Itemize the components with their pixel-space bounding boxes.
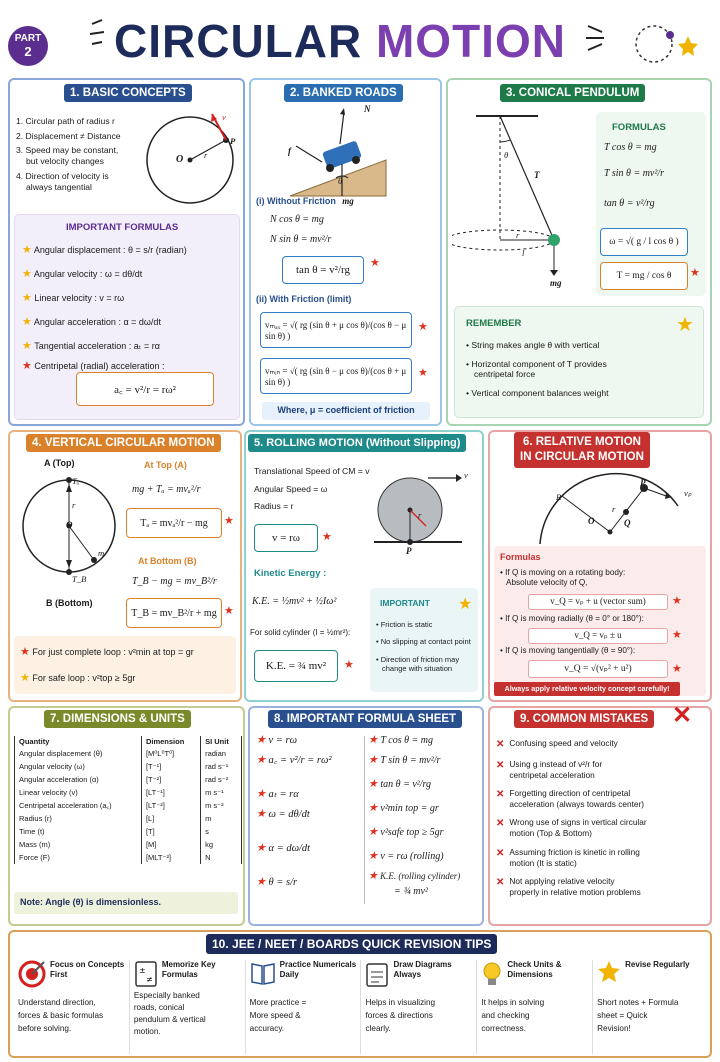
sheet-left-5-text: α = dω/dt <box>268 843 311 854</box>
rolling-eq-4-star: ★ <box>344 659 354 671</box>
cell-dimension: [M⁰L⁰T⁰] <box>141 747 200 760</box>
formula-angular-displacement: Angular displacement : θ = s/r (radian) <box>33 245 187 255</box>
table-row <box>15 799 242 812</box>
section-3-title: 3. CONICAL PENDULUM <box>500 84 645 102</box>
formula-row-6: ★ Centripetal (radial) acceleration : <box>22 360 165 372</box>
tip-5-body-1: It helps in solving <box>481 998 545 1007</box>
clipboard-icon <box>365 960 389 988</box>
basic-concepts-list <box>16 116 141 192</box>
mistake-6: ✕ Not applying relative velocity properly in relative motion problems <box>496 876 641 898</box>
cell-si-unit: radian <box>201 747 242 760</box>
star-icon <box>597 960 621 984</box>
tip-2-body-2: roads, conical <box>133 1002 185 1012</box>
fig6-label-vp: vₚ <box>684 488 692 498</box>
mistake-2-text: Using g instead of v²/r for <box>509 758 603 769</box>
relative-formulas-title: Formulas <box>500 552 541 562</box>
svg-text:±: ± <box>138 966 146 975</box>
formula-angular-acceleration: Angular acceleration : α = dω/dt <box>33 317 161 327</box>
remember-star-icon: ★ <box>676 314 694 336</box>
fig6-label-o: O <box>588 516 595 526</box>
sheet-left-6-text: θ = s/r <box>268 877 298 888</box>
fig6-label-r: R <box>556 492 562 502</box>
section-10-title: 10. JEE / NEET / BOARDS QUICK REVISION TIPS <box>206 934 497 954</box>
sheet-right-3: ★ tan θ = v²/rg <box>368 778 432 790</box>
mistake-4-text: Wrong use of signs in vertical circular <box>509 817 647 828</box>
title-decoration-right-icon <box>584 22 608 52</box>
cell-si-unit: m <box>201 812 242 825</box>
cell-si-unit: N <box>201 851 242 864</box>
tip-4-body-1: Helps in visualizing <box>365 998 436 1007</box>
relative-eq-2-star: ★ <box>672 629 682 641</box>
vertical-eq-3: T_B − mg = mv_B²/r <box>132 576 217 587</box>
cell-dimension: [L] <box>141 812 200 825</box>
cell-si-unit: rad s⁻² <box>201 773 242 786</box>
remember-text-2b: centripetal force <box>474 369 536 380</box>
tip-4-head-1: Draw Diagrams <box>393 960 452 969</box>
remember-list <box>466 340 696 399</box>
conical-eq-3: tan θ = v²/rg <box>604 198 655 209</box>
tip-5-body-2: and checking <box>481 1011 530 1021</box>
mistake-2: ✕ Using g instead of v²/r for centripetal acceleration <box>496 758 603 780</box>
vmin-star: ★ <box>418 367 428 379</box>
relative-b1: • If Q is moving on a rotating body: Absolute velocity of Q, <box>500 568 700 589</box>
formula-row-5: ★ Tangential acceleration : aₜ = rα <box>22 340 160 352</box>
cell-quantity: Angular displacement (θ) <box>15 747 142 760</box>
tip-2-body-4: motion. <box>133 1026 161 1036</box>
tip-6-head-1: Revise Regularly <box>625 960 690 969</box>
tip-5-body-3: correctness. <box>481 1024 526 1034</box>
sheet-right-5: ★ v²safe top ≥ 5gr <box>368 826 444 838</box>
cell-dimension: [MLT⁻²] <box>141 851 200 864</box>
cell-si-unit: kg <box>201 838 242 851</box>
tip-4-body-2: forces & directions <box>365 1011 433 1021</box>
sheet-left-4: ★ ω = dθ/dt <box>256 808 310 820</box>
part-badge <box>8 26 48 66</box>
fig4-label-tb: T_B <box>72 574 87 584</box>
without-friction-label: (i) Without Friction <box>256 196 336 206</box>
conical-eq-2: T sin θ = mv²/r <box>604 168 665 179</box>
basic-item-3: 3. Speed may be constant, <box>16 145 119 156</box>
formula-sheet-divider <box>364 736 365 904</box>
rolling-def-1: Translational Speed of CM = v <box>254 466 370 476</box>
section-5-title: 5. ROLLING MOTION (Without Slipping) <box>248 434 466 452</box>
mistake-1: ✕ Confusing speed and velocity <box>496 738 618 750</box>
lightbulb-icon <box>481 960 503 988</box>
remember-title: REMEMBER <box>466 318 522 329</box>
vertical-eq-2-box: Tₐ = mvₐ²/r − mg <box>126 508 222 538</box>
table-row <box>15 747 242 760</box>
conical-eq-5-box: T = mg / cos θ <box>600 262 688 290</box>
rolling-imp-3-text: Direction of friction may <box>380 654 460 664</box>
title-word-2: MOTION <box>375 15 566 67</box>
cell-quantity: Mass (m) <box>15 838 142 851</box>
cell-quantity: Radius (r) <box>15 812 142 825</box>
table-row <box>15 851 242 864</box>
relative-motion-diagram <box>526 466 696 546</box>
dimensions-note: Note: Angle (θ) is dimensionless. <box>14 892 238 914</box>
at-top-label: At Top (A) <box>144 460 187 470</box>
table-row <box>15 825 242 838</box>
rolling-eq-2: K.E. = ½mv² + ½Iω² <box>252 596 337 607</box>
important-formulas-title: IMPORTANT FORMULAS <box>66 222 179 233</box>
mistake-3-text: Forgetting direction of centripetal <box>509 787 631 798</box>
vmax-formula-box: vₘₐₓ = √( rg (sin θ + μ cos θ)/(cos θ − μ sin θ) ) <box>260 312 412 348</box>
loop-condition-1: ★ For just complete loop : v²min at top = gr <box>20 646 194 658</box>
tip-1-body-2: forces & basic formulas <box>18 1011 104 1021</box>
sheet-right-2: ★ T sin θ = mv²/r <box>368 754 441 766</box>
formula-centripetal-label: Centripetal (radial) acceleration : <box>34 361 165 371</box>
tip-practice-numericals <box>246 960 362 1054</box>
cell-dimension: [LT⁻²] <box>141 799 200 812</box>
fig6-label-r2: r <box>612 504 616 514</box>
tip-memorize-formulas <box>130 960 246 1054</box>
tip-2-head-2: Formulas <box>161 970 198 979</box>
fig3-label-mg: mg <box>550 278 562 288</box>
formula-card-icon <box>134 960 158 988</box>
cell-dimension: [T] <box>141 825 200 838</box>
svg-text:≠: ≠ <box>145 975 153 984</box>
relative-note: Always apply relative velocity concept carefully! <box>494 682 680 696</box>
fig2-label-f: f <box>288 146 291 156</box>
fig4-label-o: O <box>66 520 73 530</box>
cell-si-unit: s <box>201 825 242 838</box>
table-row <box>15 773 242 786</box>
fig4-label-ta: Tₐ <box>72 476 80 486</box>
fig1-label-p: P <box>230 136 236 146</box>
title-decoration-left-icon <box>88 18 112 48</box>
tip-draw-diagrams <box>361 960 477 1054</box>
remember-item-2: • Horizontal component of T provides <box>466 358 607 369</box>
with-friction-label: (ii) With Friction (limit) <box>256 294 352 304</box>
fig1-label-v: v⃗ <box>222 112 233 122</box>
friction-note: Where, μ = coefficient of friction <box>262 402 430 420</box>
mistake-6-text: Not applying relative velocity <box>509 876 615 886</box>
formula-row-3: ★ Linear velocity : v = rω <box>22 292 125 304</box>
formula-angular-velocity: Angular velocity : ω = dθ/dt <box>33 269 143 279</box>
rolling-eq-1-star: ★ <box>322 531 332 543</box>
mistake-6-text-b: properly in relative motion problems <box>509 887 641 898</box>
fig1-label-o: O <box>176 154 184 165</box>
relative-b3-text: If Q is moving tangentially (θ = 90°): <box>505 646 636 655</box>
sheet-right-7-text: K.E. (rolling cylinder) <box>380 871 461 881</box>
loop-condition-2: ★ For safe loop : v²top ≥ 5gr <box>20 672 136 684</box>
loop-condition-1-text: For just complete loop : v²min at top = gr <box>32 647 194 657</box>
cell-quantity: Linear velocity (v) <box>15 786 142 799</box>
fig6-label-p: P <box>640 478 646 488</box>
tip-2-body-3: pendulum & vertical <box>133 1014 206 1024</box>
table-row <box>15 760 242 773</box>
fig3-label-theta: θ <box>504 150 509 160</box>
section-6-title <box>514 432 650 468</box>
th-dimension: Dimension <box>141 736 200 747</box>
sheet-left-4-text: ω = dθ/dt <box>268 809 310 820</box>
at-bottom-label: At Bottom (B) <box>138 556 197 566</box>
section-7-title: 7. DIMENSIONS & UNITS <box>44 710 191 728</box>
tip-6-body-3: Revision! <box>597 1024 631 1034</box>
relative-b1b-text: Absolute velocity of Q, <box>506 578 588 588</box>
tip-3-head-2: Daily <box>279 970 299 979</box>
sheet-right-6: ★ v = rω (rolling) <box>368 850 444 862</box>
sheet-left-6: ★ θ = s/r <box>256 876 298 888</box>
fig5-label-v: v⃗ <box>464 470 475 480</box>
relative-eq-2-box: v_Q = vₚ ± u <box>528 628 668 644</box>
sheet-right-4: ★ v²min top = gr <box>368 802 439 814</box>
tip-6-body-1: Short notes + Formula <box>597 998 679 1007</box>
vertical-eq-4-star: ★ <box>224 605 234 617</box>
mistake-3-text-b: acceleration (always towards center) <box>509 799 645 810</box>
rolling-eq-3: For solid cylinder (I = ½mr²): <box>250 628 351 637</box>
sheet-right-7: ★ K.E. (rolling cylinder) <box>368 870 461 882</box>
banked-road-diagram <box>282 104 392 200</box>
basic-item-1: 1. Circular path of radius r <box>16 116 115 126</box>
cell-dimension: [T⁻¹] <box>141 760 200 773</box>
kinetic-energy-label: Kinetic Energy : <box>254 568 327 579</box>
banked-eq-3-box: tan θ = v²/rg <box>282 256 364 284</box>
cell-quantity: Time (t) <box>15 825 142 838</box>
book-icon <box>250 960 276 986</box>
sheet-right-6-text: v = rω (rolling) <box>380 851 444 862</box>
fig4-label-a: A (Top) <box>44 458 75 468</box>
table-row <box>15 786 242 799</box>
tip-3-body-1: More practice = <box>249 998 307 1007</box>
fig2-label-n: N <box>364 104 371 114</box>
cell-quantity: Angular velocity (ω) <box>15 760 142 773</box>
section-2-title: 2. BANKED ROADS <box>284 84 403 102</box>
section-6-title-line-2: IN CIRCULAR MOTION <box>520 450 644 463</box>
formula-sheet-right <box>368 734 482 904</box>
mistake-1-text: Confusing speed and velocity <box>509 738 618 748</box>
dimensions-table <box>14 736 242 864</box>
tip-3-head-1: Practice Numericals <box>279 960 357 969</box>
tip-2-head-1: Memorize Key <box>161 960 216 969</box>
sheet-left-1: ★ v = rω <box>256 734 297 746</box>
remember-text-3: Vertical component balances weight <box>471 388 609 399</box>
vertical-eq-2-star: ★ <box>224 515 234 527</box>
vertical-eq-4-box: T_B = mv_B²/r + mg <box>126 598 222 628</box>
rolling-important-star: ★ <box>458 596 473 613</box>
orbit-icon <box>616 20 706 68</box>
fig3-label-r: r <box>516 230 520 240</box>
cell-dimension: [T⁻²] <box>141 773 200 786</box>
mistake-3: ✕ Forgetting direction of centripetal acceleration (always towards center) <box>496 787 645 810</box>
section-9-title: 9. COMMON MISTAKES <box>514 710 654 728</box>
rolling-imp-2: • No slipping at contact point <box>376 637 471 647</box>
tip-1-head-2: First <box>50 970 68 979</box>
relative-eq-3-star: ★ <box>672 663 682 675</box>
tip-3-body-2: More speed & <box>249 1011 301 1021</box>
tip-6-body-2: sheet = Quick <box>597 1011 648 1021</box>
remember-text-2: Horizontal component of T provides <box>471 358 607 369</box>
fig3-label-l: l <box>522 248 525 258</box>
conical-eq-1: T cos θ = mg <box>604 142 657 153</box>
tip-1-body-1: Understand direction, <box>18 998 96 1007</box>
circular-path-diagram <box>140 108 242 212</box>
cell-si-unit: rad s⁻¹ <box>201 760 242 773</box>
formula-tangential-acceleration: Tangential acceleration : aₜ = rα <box>34 341 160 351</box>
tip-3-body-3: accuracy. <box>249 1024 285 1034</box>
th-quantity: Quantity <box>15 736 142 747</box>
vertical-eq-1: mg + Tₐ = mvₐ²/r <box>132 484 201 495</box>
banked-sub1 <box>256 196 436 207</box>
loop-condition-2-text: For safe loop : v²top ≥ 5gr <box>32 673 136 683</box>
rolling-imp-3b-text: change with situation <box>382 664 453 674</box>
th-si-unit: SI Unit <box>201 736 242 747</box>
rolling-imp-2-text: No slipping at contact point <box>380 637 471 647</box>
relative-eq-1-star: ★ <box>672 595 682 607</box>
conical-formulas-title: FORMULAS <box>612 122 666 133</box>
target-icon <box>18 960 46 988</box>
relative-eq-3-box: v_Q = √(vₚ² + u²) <box>528 660 668 678</box>
formula-linear-velocity: Linear velocity : v = rω <box>34 293 125 303</box>
vmin-formula-box: vₘᵢₙ = √( rg (sin θ − μ cos θ)/(cos θ + μ sin θ) ) <box>260 358 412 394</box>
mistake-2-text-b: centripetal acceleration <box>509 769 595 780</box>
relative-b2-text: If Q is moving radially (θ = 0° or 180°): <box>505 614 644 623</box>
cell-dimension: [LT⁻¹] <box>141 786 200 799</box>
part-label: PART <box>14 33 42 44</box>
mistakes-list <box>496 738 706 898</box>
tip-1-head-1: Focus on Concepts <box>50 960 125 969</box>
sheet-right-4-text: v²min top = gr <box>380 803 439 814</box>
remember-item-1: • String makes angle θ with vertical <box>466 340 600 350</box>
sheet-left-3-text: aₜ = rα <box>268 789 299 800</box>
section-6-title-line-1: 6. RELATIVE MOTION <box>522 436 641 448</box>
rolling-imp-3: • Direction of friction may <box>376 654 460 664</box>
page-title <box>114 14 566 68</box>
mistake-5-text-b: motion (It is static) <box>509 857 577 868</box>
mistake-5: ✕ Assuming friction is kinetic in rolling motion (It is static) <box>496 846 640 868</box>
tip-revise-regularly <box>593 960 708 1054</box>
fig3-label-t: T <box>534 170 540 180</box>
fig2-label-theta: θ <box>338 176 343 186</box>
conical-pendulum-diagram <box>452 108 598 288</box>
sheet-right-3-text: tan θ = v²/rg <box>380 779 432 790</box>
fig6-label-q: Q <box>624 518 631 528</box>
part-number: 2 <box>24 44 32 59</box>
rolling-def-3: Radius = r <box>254 501 294 512</box>
banked-eq-3-star: ★ <box>370 257 380 269</box>
cell-si-unit: m s⁻¹ <box>201 786 242 799</box>
banked-eq-2: N sin θ = mv²/r <box>270 234 332 245</box>
section-1-title: 1. BASIC CONCEPTS <box>64 84 192 102</box>
fig2-label-mg: mg <box>342 196 354 206</box>
table-row <box>15 812 242 825</box>
rolling-eq-4-box: K.E. = ¾ mv² <box>254 650 338 682</box>
sheet-right-5-text: v²safe top ≥ 5gr <box>380 827 444 838</box>
relative-b3: • If Q is moving tangentially (θ = 90°): <box>500 646 636 655</box>
remember-text-1: String makes angle θ with vertical <box>471 340 600 350</box>
tip-4-head-2: Always <box>393 970 422 979</box>
cell-quantity: Force (F) <box>15 851 142 864</box>
title-word-1: CIRCULAR <box>114 15 363 67</box>
tip-check-units <box>477 960 593 1054</box>
sheet-left-5: ★ α = dω/dt <box>256 842 311 854</box>
sheet-left-3: ★ aₜ = rα <box>256 788 299 800</box>
basic-item-4b: always tangential <box>26 181 92 192</box>
rolling-imp-1: • Friction is static <box>376 620 433 629</box>
formula-list <box>22 244 236 380</box>
fig4-label-r: r <box>72 500 76 510</box>
cell-quantity: Angular acceleration (α) <box>15 773 142 786</box>
relative-b1-text: If Q is moving on a rotating body: <box>505 568 626 577</box>
tip-1-body-3: before solving. <box>18 1024 72 1034</box>
section-4-title: 4. VERTICAL CIRCULAR MOTION <box>26 434 221 452</box>
conical-eq-5-star: ★ <box>690 267 700 279</box>
mistakes-x-icon: ✕ <box>672 702 693 729</box>
rolling-important-title: IMPORTANT <box>380 598 430 608</box>
rolling-imp-1-text: Friction is static <box>380 620 433 629</box>
fig4-label-b: B (Bottom) <box>46 598 93 608</box>
sheet-right-8: = ¾ mv² <box>394 886 428 897</box>
formula-row-2: ★ Angular velocity : ω = dθ/dt <box>22 268 143 280</box>
relative-b2: • If Q is moving radially (θ = 0° or 180°): <box>500 614 644 623</box>
remember-item-3: • Vertical component balances weight <box>466 388 609 399</box>
basic-item-3b: but velocity changes <box>26 156 104 167</box>
fig1-label-r: r <box>204 150 208 160</box>
sheet-right-1: ★ T cos θ = mg <box>368 734 433 746</box>
basic-item-4: 4. Direction of velocity is <box>16 170 109 181</box>
fig4-label-m: m <box>98 548 105 558</box>
relative-eq-1-box: v_Q = vₚ + u (vector sum) <box>528 594 668 610</box>
sheet-left-1-text: v = rω <box>268 735 297 746</box>
formula-sheet-left <box>256 734 360 896</box>
tip-5-head-2: Dimensions <box>507 970 553 979</box>
mistake-5-text: Assuming friction is kinetic in rolling <box>509 846 640 857</box>
tip-focus-concepts <box>14 960 130 1054</box>
rolling-def-2: Angular Speed = ω <box>254 483 328 494</box>
tips-row <box>14 960 708 1054</box>
mistake-4-text-b: motion (Top & Bottom) <box>509 828 592 839</box>
banked-eq-1: N cos θ = mg <box>270 214 324 225</box>
cell-si-unit: m s⁻² <box>201 799 242 812</box>
tip-2-body-1: Especially banked <box>133 991 200 1000</box>
formula-row-4: ★ Angular acceleration : α = dω/dt <box>22 316 161 328</box>
fig5-label-p: P <box>406 546 412 556</box>
cell-quantity: Centripetal acceleration (a꜀) <box>15 799 142 812</box>
mistake-4: ✕ Wrong use of signs in vertical circular motion (Top & Bottom) <box>496 817 647 839</box>
section-8-title: 8. IMPORTANT FORMULA SHEET <box>268 710 462 728</box>
sheet-left-2-text: a꜀ = v²/r = rω² <box>268 755 332 766</box>
conical-eq-4-box: ω = √( g / l cos θ ) <box>600 228 688 256</box>
tip-5-head-1: Check Units & <box>507 960 562 969</box>
sheet-right-1-text: T cos θ = mg <box>380 735 433 746</box>
rolling-important-list <box>376 620 476 674</box>
tip-4-body-3: clearly. <box>365 1024 391 1034</box>
basic-item-2: 2. Displacement ≠ Distance <box>16 130 121 141</box>
formula-row-1: ★ Angular displacement : θ = s/r (radian) <box>22 244 187 256</box>
cell-dimension: [M] <box>141 838 200 851</box>
centripetal-formula-box: a꜀ = v²/r = rω² <box>76 372 214 406</box>
table-row <box>15 838 242 851</box>
vmax-star: ★ <box>418 321 428 333</box>
sheet-left-2: ★ a꜀ = v²/r = rω² <box>256 754 332 766</box>
fig5-label-r: r <box>418 510 422 520</box>
rolling-eq-1-box: v = rω <box>254 524 318 552</box>
sheet-right-2-text: T sin θ = mv²/r <box>380 755 441 766</box>
